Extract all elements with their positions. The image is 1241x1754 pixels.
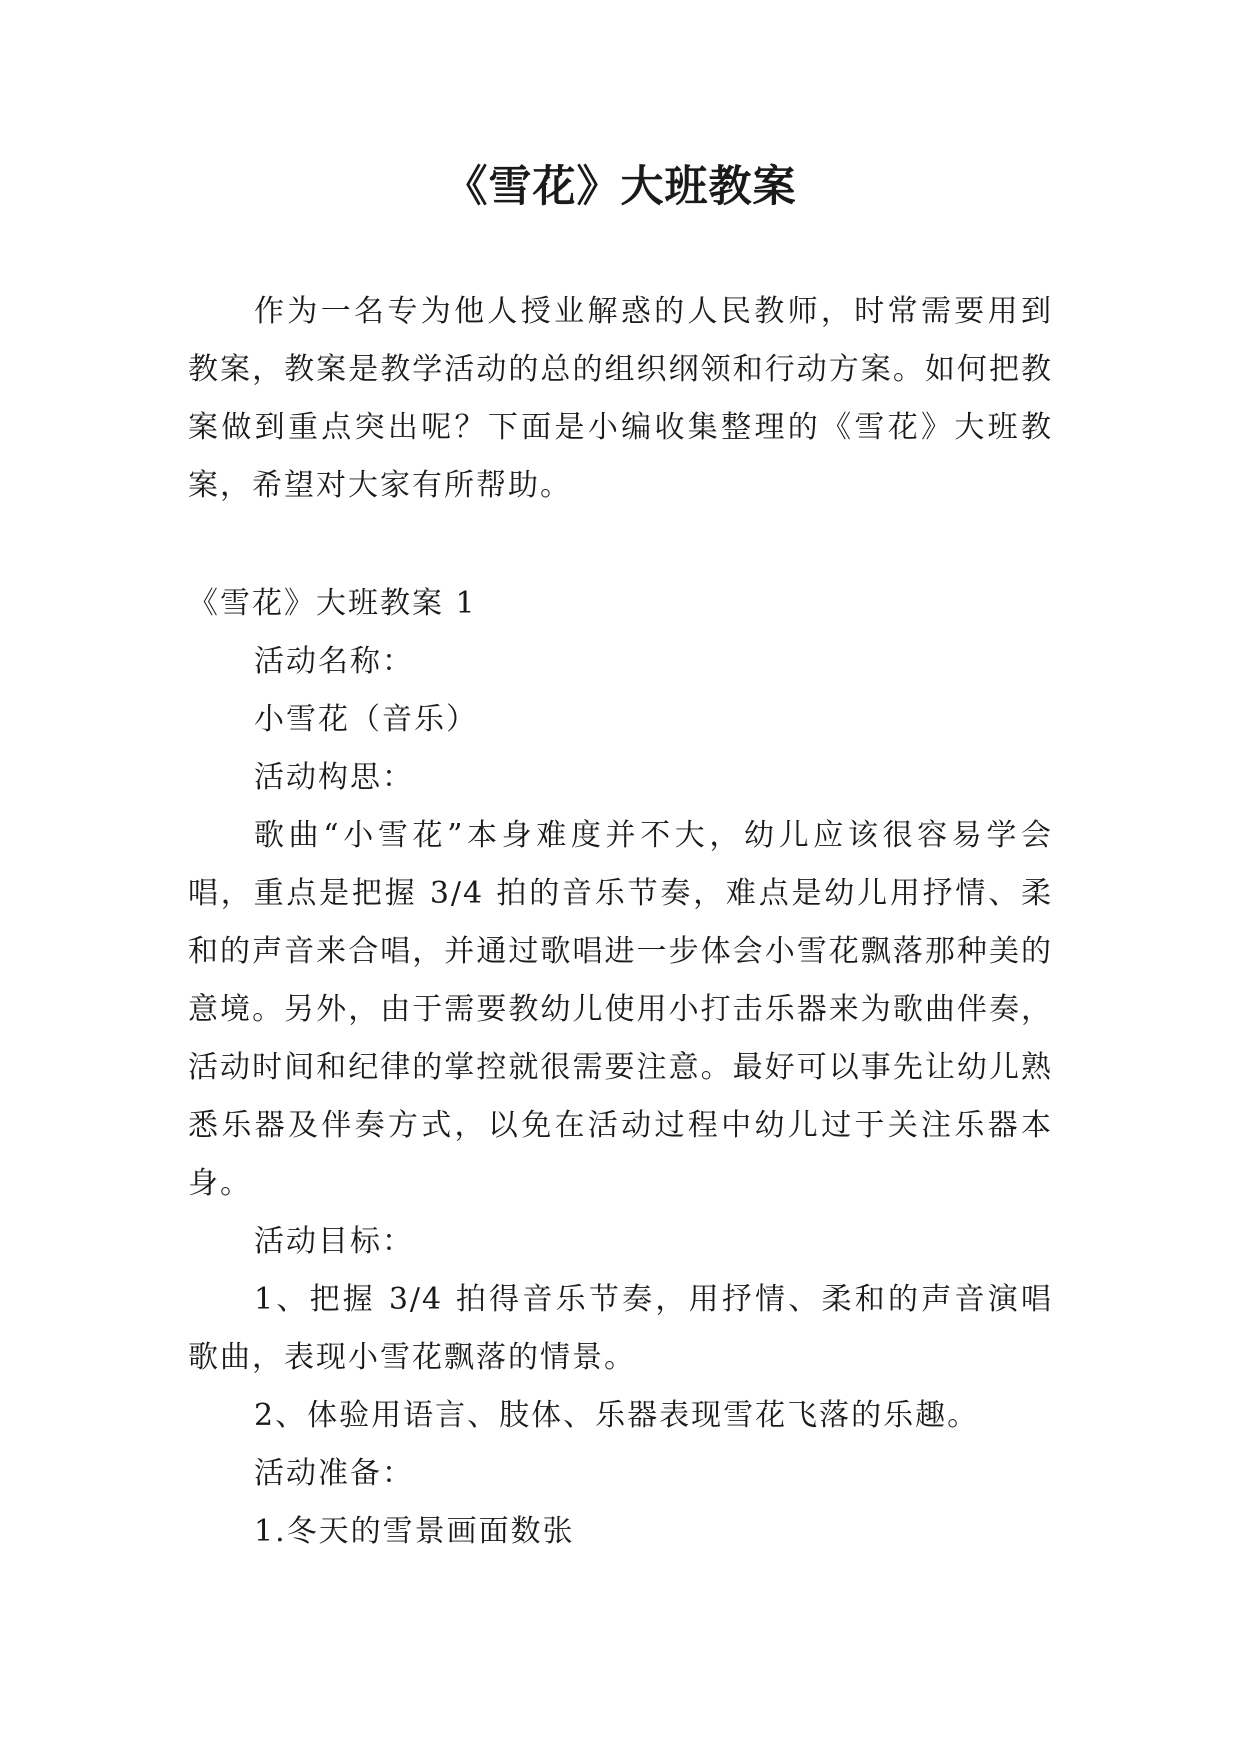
label-activity-name: 活动名称： [254, 644, 414, 679]
activity-name-value: 小雪花（音乐） [254, 702, 478, 737]
goal-item-1: 1、把握 3/4 拍得音乐节奏，用抒情、柔和的声音演唱歌曲，表现小雪花飘落的情景。 [188, 1282, 1053, 1375]
label-activity-concept: 活动构思： [254, 760, 414, 795]
label-activity-preparation: 活动准备： [254, 1456, 414, 1491]
intro-paragraph: 作为一名专为他人授业解惑的人民教师，时常需要用到教案，教案是教学活动的总的组织纲领和行动方案。如何把教案做到重点突出呢？下面是小编收集整理的《雪花》大班教案，希望对大家有所帮助。 [188, 294, 1053, 503]
section-heading: 《雪花》大班教案 1 [188, 586, 477, 621]
document-title: 《雪花》大班教案 [444, 162, 797, 212]
activity-concept-paragraph: 歌曲“小雪花”本身难度并不大，幼儿应该很容易学会唱，重点是把握 3/4 拍的音乐节奏，难点是幼儿用抒情、柔和的声音来合唱，并通过歌唱进一步体会小雪花飘落那种美的意境。另外，由于需要教幼儿使用小打击乐器来为歌曲伴奏，活动时间和纪律的掌控就很需要注意。最好可以事先让幼儿熟悉乐器及伴奏方式，以免在活动过程中幼儿过于关注乐器本身。 [188, 818, 1053, 1201]
label-activity-goals: 活动目标： [254, 1224, 414, 1259]
goal-item-2: 2、体验用语言、肢体、乐器表现雪花飞落的乐趣。 [254, 1398, 980, 1433]
document-body [188, 283, 1053, 1561]
preparation-item-1: 1.冬天的雪景画面数张 [254, 1514, 575, 1549]
